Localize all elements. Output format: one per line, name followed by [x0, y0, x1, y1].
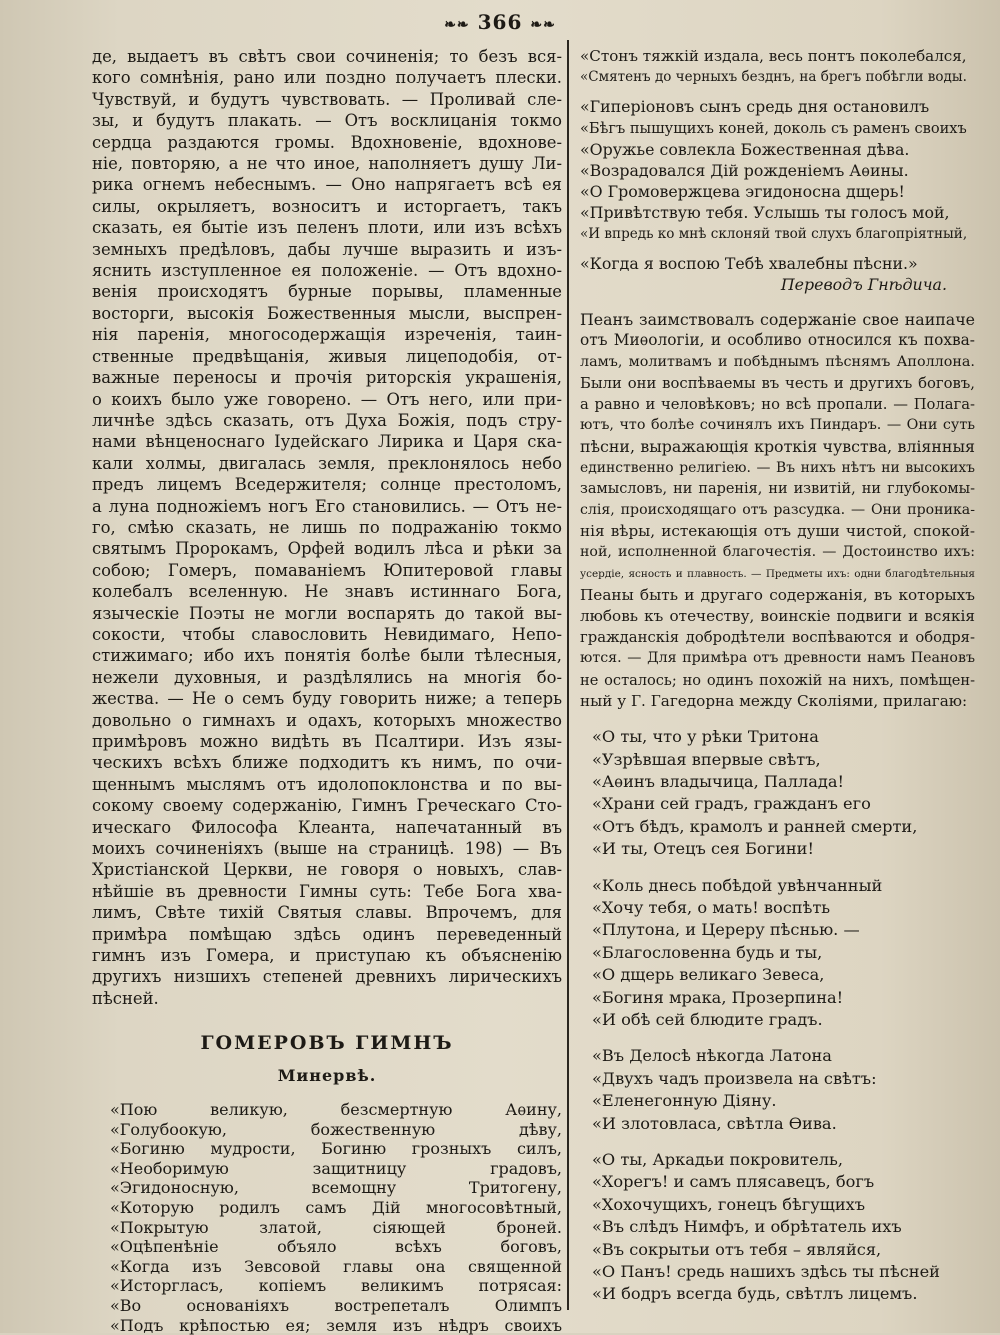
prose-line: Пеанъ заимствовалъ содержаніе свое наипаче [580, 310, 975, 330]
prose-line: Чувствуй, и будутъ чувствовать. — Проливай сле- [92, 89, 562, 109]
paean-stanza-2 [580, 875, 975, 1032]
verse-line: «Хорегъ! и самъ плясавецъ, богъ [592, 1172, 875, 1192]
prose-line: жества. — Не о семъ буду говорить ниже; а теперь [92, 689, 562, 709]
prose-line: примѣровъ можно видѣть въ Псалтири. Изъ язы- [92, 732, 562, 751]
prose-line: а равно и человѣковъ; но всѣ пропали. — Полага- [580, 396, 975, 414]
verse-line: «Подъ крѣпостью ея; земля изъ нѣдръ своихъ [110, 1315, 562, 1335]
prose-line: силы, окрыляетъ, возноситъ и исторгаетъ, такъ [92, 196, 562, 216]
verse-line: «Стонъ тяжкій издала, весь понтъ поколебался, [580, 47, 967, 65]
prose-line: ются. — Для примѣра отъ древности намъ Пеановъ [580, 650, 975, 667]
prose-line: ческихъ всѣхъ ближе подходитъ къ нимъ, по очи- [92, 753, 562, 773]
verse-line: «Богиню мудрости, Богиню грозныхъ силъ, [110, 1139, 562, 1159]
page-header [0, 10, 1000, 34]
prose-line: о коихъ было уже говорено. — Отъ него, или при- [92, 389, 562, 409]
prose-line: земныхъ предѣловъ, дабы лучше выразить и изъ- [92, 239, 562, 259]
prose-line: единственно религіею. — Въ нихъ нѣтъ ни высокихъ [580, 459, 975, 476]
prose-line: важные переносы и прочія риторскія украшенія, [92, 368, 562, 388]
prose-line: ламъ, молитвамъ и побѣднымъ пѣснямъ Аполлона. [580, 353, 975, 370]
hymn-verse [92, 1100, 562, 1335]
verse-line: «Аѳинъ владычица, Паллада! [592, 771, 844, 791]
prose-line: нія паренія, многосодержащія изреченія, таин- [92, 325, 562, 345]
prose-line: предъ лицемъ Вседержителя; солнце престоломъ, [92, 475, 562, 495]
prose-line: колебалъ вселенную. Не знавъ истиннаго Бога, [92, 582, 562, 602]
verse-line: «О Громовержцева эгидоносна дщерь! [580, 182, 905, 202]
verse-line: «И обѣ сей блюдите градъ. [592, 1009, 823, 1029]
verse-line: «Бѣгъ пышущихъ коней, доколь съ раменъ своихъ [580, 119, 967, 137]
verse-line: «Узрѣвшая впервые свѣтъ, [592, 749, 821, 769]
verse-line: «Оружье совлекла Божественная дѣва. [580, 139, 910, 159]
prose-line: святымъ Пророкамъ, Орфей водилъ лѣса и рѣки за [92, 539, 562, 559]
prose-line: лимъ, Свѣте тихій Святыя славы. Впрочемъ, для [92, 903, 562, 923]
prose-line: довольно о гимнахъ и одахъ, которыхъ множество [92, 710, 562, 730]
prose-line: нами вѣнценоснаго Іудейскаго Лирика и Царя ска- [92, 432, 562, 452]
verse-line: «Когда изъ Зевсовой главы она священной [110, 1256, 562, 1276]
ornament-left: ❧❧ [444, 17, 470, 33]
paean-stanza-4 [580, 1149, 975, 1306]
verse-line: «Когда я воспою Тебѣ хвалебны пѣсни.» [580, 253, 918, 273]
verse-line: «О дщерь великаго Зевеса, [592, 965, 825, 985]
prose-line: нія вѣры, истекающія отъ души чистой, спокой- [580, 522, 975, 541]
verse-line: «И злотовласа, свѣтла Ѳива. [592, 1113, 837, 1133]
verse-line: «Голубоокую, божественную дѣву, [110, 1119, 562, 1139]
verse-line: «Въ сокрытьи отъ тебя – являйся, [592, 1239, 882, 1259]
prose-line: кого сомнѣнія, рано или поздно получаетъ плески. [92, 68, 562, 88]
verse-line: «Оцѣпенѣніе объяло всѣхъ боговъ, [110, 1237, 562, 1257]
left-prose [92, 46, 562, 1009]
verse-line: «Коль днесь побѣдой увѣнчанный [592, 875, 883, 895]
prose-line: зы, и будутъ плакать. — Отъ восклицанія токмо [92, 111, 562, 131]
verse-line: «Эгидоносную, всемощну Тритогену, [110, 1178, 562, 1198]
prose-line: не осталось; но одинъ похожій на нихъ, помѣщен- [580, 671, 975, 689]
verse-line: «Хохочущихъ, гонецъ бѣгущихъ [592, 1194, 866, 1214]
prose-line: отъ Миѳологіи, и особливо относился къ похва- [580, 331, 975, 350]
page-number: 366 [477, 10, 523, 34]
translator-attribution: Переводъ Гнѣдича. [780, 275, 947, 295]
verse-line: «О ты, что у рѣки Тритона [592, 727, 819, 747]
verse-line: «Храни сей градъ, гражданъ его [592, 794, 871, 814]
prose-line: стижимаго; ибо ихъ понятія болѣе были тѣлесныя, [92, 646, 562, 666]
prose-line: сказать, ея бытіе изъ пеленъ плоти, или изъ всѣхъ [92, 218, 562, 238]
prose-line: ніе, повторяю, а не что иное, наполняетъ душу Ли- [92, 154, 562, 174]
prose-line: ный у Г. Гагедорна между Сколіями, прилагаю: [580, 691, 968, 710]
verse-line: «Еленегонную Діяну. [592, 1091, 777, 1111]
verse-line: «И впредь ко мнѣ склоняй твой слухъ благопріятный, [580, 225, 968, 242]
prose-line: щеннымъ мыслямъ отъ идолопоклонства и по вы- [92, 774, 562, 794]
verse-line: «И ты, Отецъ сея Богини! [592, 839, 814, 859]
prose-line: кали холмы, двигалась земля, преклонялось небо [92, 453, 562, 473]
verse-line: «О ты, Аркадьи покровитель, [592, 1150, 843, 1169]
prose-line: сердца раздаются громы. Вдохновеніе, вдохнове- [92, 132, 562, 152]
verse-line: «Въ Делосѣ нѣкогда Латона [592, 1046, 832, 1066]
verse-line: «Богиня мрака, Прозерпина! [592, 987, 844, 1007]
paean-stanza-1 [580, 726, 975, 860]
verse-line: «Смятенъ до черныхъ безднъ, на брегъ побѣгли воды. [580, 69, 967, 86]
prose-line: ютъ, что болѣе сочинялъ ихъ Пиндаръ. — Они суть [580, 417, 975, 434]
prose-line: ной, исполненной благочестія. — Достоинство ихъ: [580, 544, 975, 561]
verse-line: «Хочу тебя, о мать! воспѣть [592, 897, 831, 917]
prose-line: рика огнемъ небеснымъ. — Оно напрягаетъ всѣ ея [92, 175, 562, 195]
prose-line: а луна подножіемъ ногъ Его становились. — Отъ не- [92, 496, 562, 516]
verse-line: «Благословенна будь и ты, [592, 942, 823, 962]
hymn-subtitle: Минервѣ. [277, 1065, 377, 1085]
prose-line: пѣсни, выражающія кроткія чувства, вліянныя [580, 437, 975, 457]
verse-line: «И бодръ всегда будь, свѣтлъ лицемъ. [592, 1284, 918, 1304]
verse-line: «Привѣтствую тебя. Услышь ты голосъ мой, [580, 203, 950, 223]
verse-line: «Необоримую защитницу градовъ, [110, 1158, 562, 1178]
prose-line: ическаго Философа Клеанта, напечатанный въ [92, 817, 562, 837]
hymn-continuation [580, 46, 975, 274]
verse-line: «Покрытую златой, сіяющей броней. [110, 1217, 562, 1237]
prose-line: другихъ низшихъ степеней древнихъ лирическихъ [92, 967, 562, 987]
prose-line: моихъ сочиненіяхъ (выше на страницѣ. 198) — Въ [92, 839, 562, 859]
prose-line: пѣсней. [92, 988, 159, 1008]
prose-line: гимнъ изъ Гомера, и приступаю къ объясненію [92, 946, 562, 966]
prose-line: собою; Гомеръ, помаваніемъ Юпитеровой главы [92, 560, 562, 580]
right-column [580, 46, 975, 1306]
prose-line: сокости, чтобы славословить Невидимаго, Непо- [92, 624, 562, 644]
prose-line: любовь къ отечеству, воинскіе подвиги и всякія [580, 607, 975, 626]
paean-stanza-3 [580, 1045, 975, 1135]
prose-line: венія происходятъ бурные порывы, пламенные [92, 282, 562, 302]
prose-line: го, смѣю сказать, не лишь по подражанію токмо [92, 517, 562, 537]
verse-line: «Исторгласъ, копіемъ великимъ потрясая: [110, 1276, 562, 1296]
prose-line: усердіе, ясность и плавность. — Предметы ихъ: одни благодѣтельныя [580, 567, 975, 580]
ornament-right: ❧❧ [530, 17, 556, 33]
prose-line: сокому своему содержанію, Гимнъ Греческаго Сто- [92, 796, 562, 816]
right-prose [580, 309, 975, 712]
prose-line: примѣра помѣщаю здѣсь одинъ переведенный [92, 924, 562, 944]
prose-line: языческіе Поэты не могли воспарять до такой вы- [92, 603, 562, 623]
prose-line: восторги, высокія Божественныя мысли, выспрен- [92, 303, 562, 323]
verse-line: «Возрадовался Дій рожденіемъ Аѳины. [580, 161, 909, 181]
prose-line: Христіанской Церкви, не говоря о новыхъ, слав- [92, 860, 562, 880]
verse-line: «Гиперіоновъ сынъ средь дня остановилъ [580, 97, 930, 117]
prose-line: ственные предвѣщанія, живыя лицеподобія, от- [92, 346, 562, 366]
prose-line: личнѣе здѣсь сказать, отъ Духа Божія, подъ стру- [92, 410, 562, 430]
verse-line: «Двухъ чадъ произвела на свѣтъ: [592, 1068, 877, 1088]
left-column [92, 46, 562, 1335]
prose-line: яснить изступленное ея положеніе. — Отъ вдохно- [92, 261, 562, 281]
verse-line: «Отъ бѣдъ, крамолъ и ранней смерти, [592, 816, 918, 836]
verse-line: «Во основаніяхъ вострепеталъ Олимпъ [110, 1296, 562, 1316]
verse-line: «Пою великую, безсмертную Аѳину, [110, 1100, 562, 1120]
prose-line: слія, происходящаго отъ разсудка. — Они проника- [580, 502, 975, 519]
verse-line: «Плутона, и Цереру пѣснью. — [592, 920, 860, 940]
verse-line: «О Панъ! средь нашихъ здѣсь ты пѣсней [592, 1262, 940, 1282]
prose-line: Были они воспѣваемы въ честь и другихъ боговъ, [580, 374, 975, 392]
prose-line: Пеаны быть и другаго содержанія, въ которыхъ [580, 585, 975, 604]
prose-line: нежели духовныя, и раздѣлялись на многія бо- [92, 667, 562, 687]
hymn-title: ГОМЕРОВЪ ГИМНЪ [200, 1032, 454, 1055]
verse-line: «Въ слѣдъ Нимфъ, и обрѣтатель ихъ [592, 1217, 902, 1237]
column-divider [567, 40, 569, 1310]
prose-line: нѣйшіе въ древности Гимны суть: Тебе Бога хва- [92, 881, 562, 901]
prose-line: гражданскія добродѣтели воспѣваются и ободря- [580, 629, 975, 647]
verse-line: «Которую родилъ самъ Дій многосовѣтный, [110, 1198, 562, 1218]
prose-line: де, выдаетъ въ свѣтъ свои сочиненія; то безъ вся- [92, 47, 562, 66]
prose-line: замысловъ, ни паренія, ни извитій, ни глубокомы- [580, 480, 975, 497]
